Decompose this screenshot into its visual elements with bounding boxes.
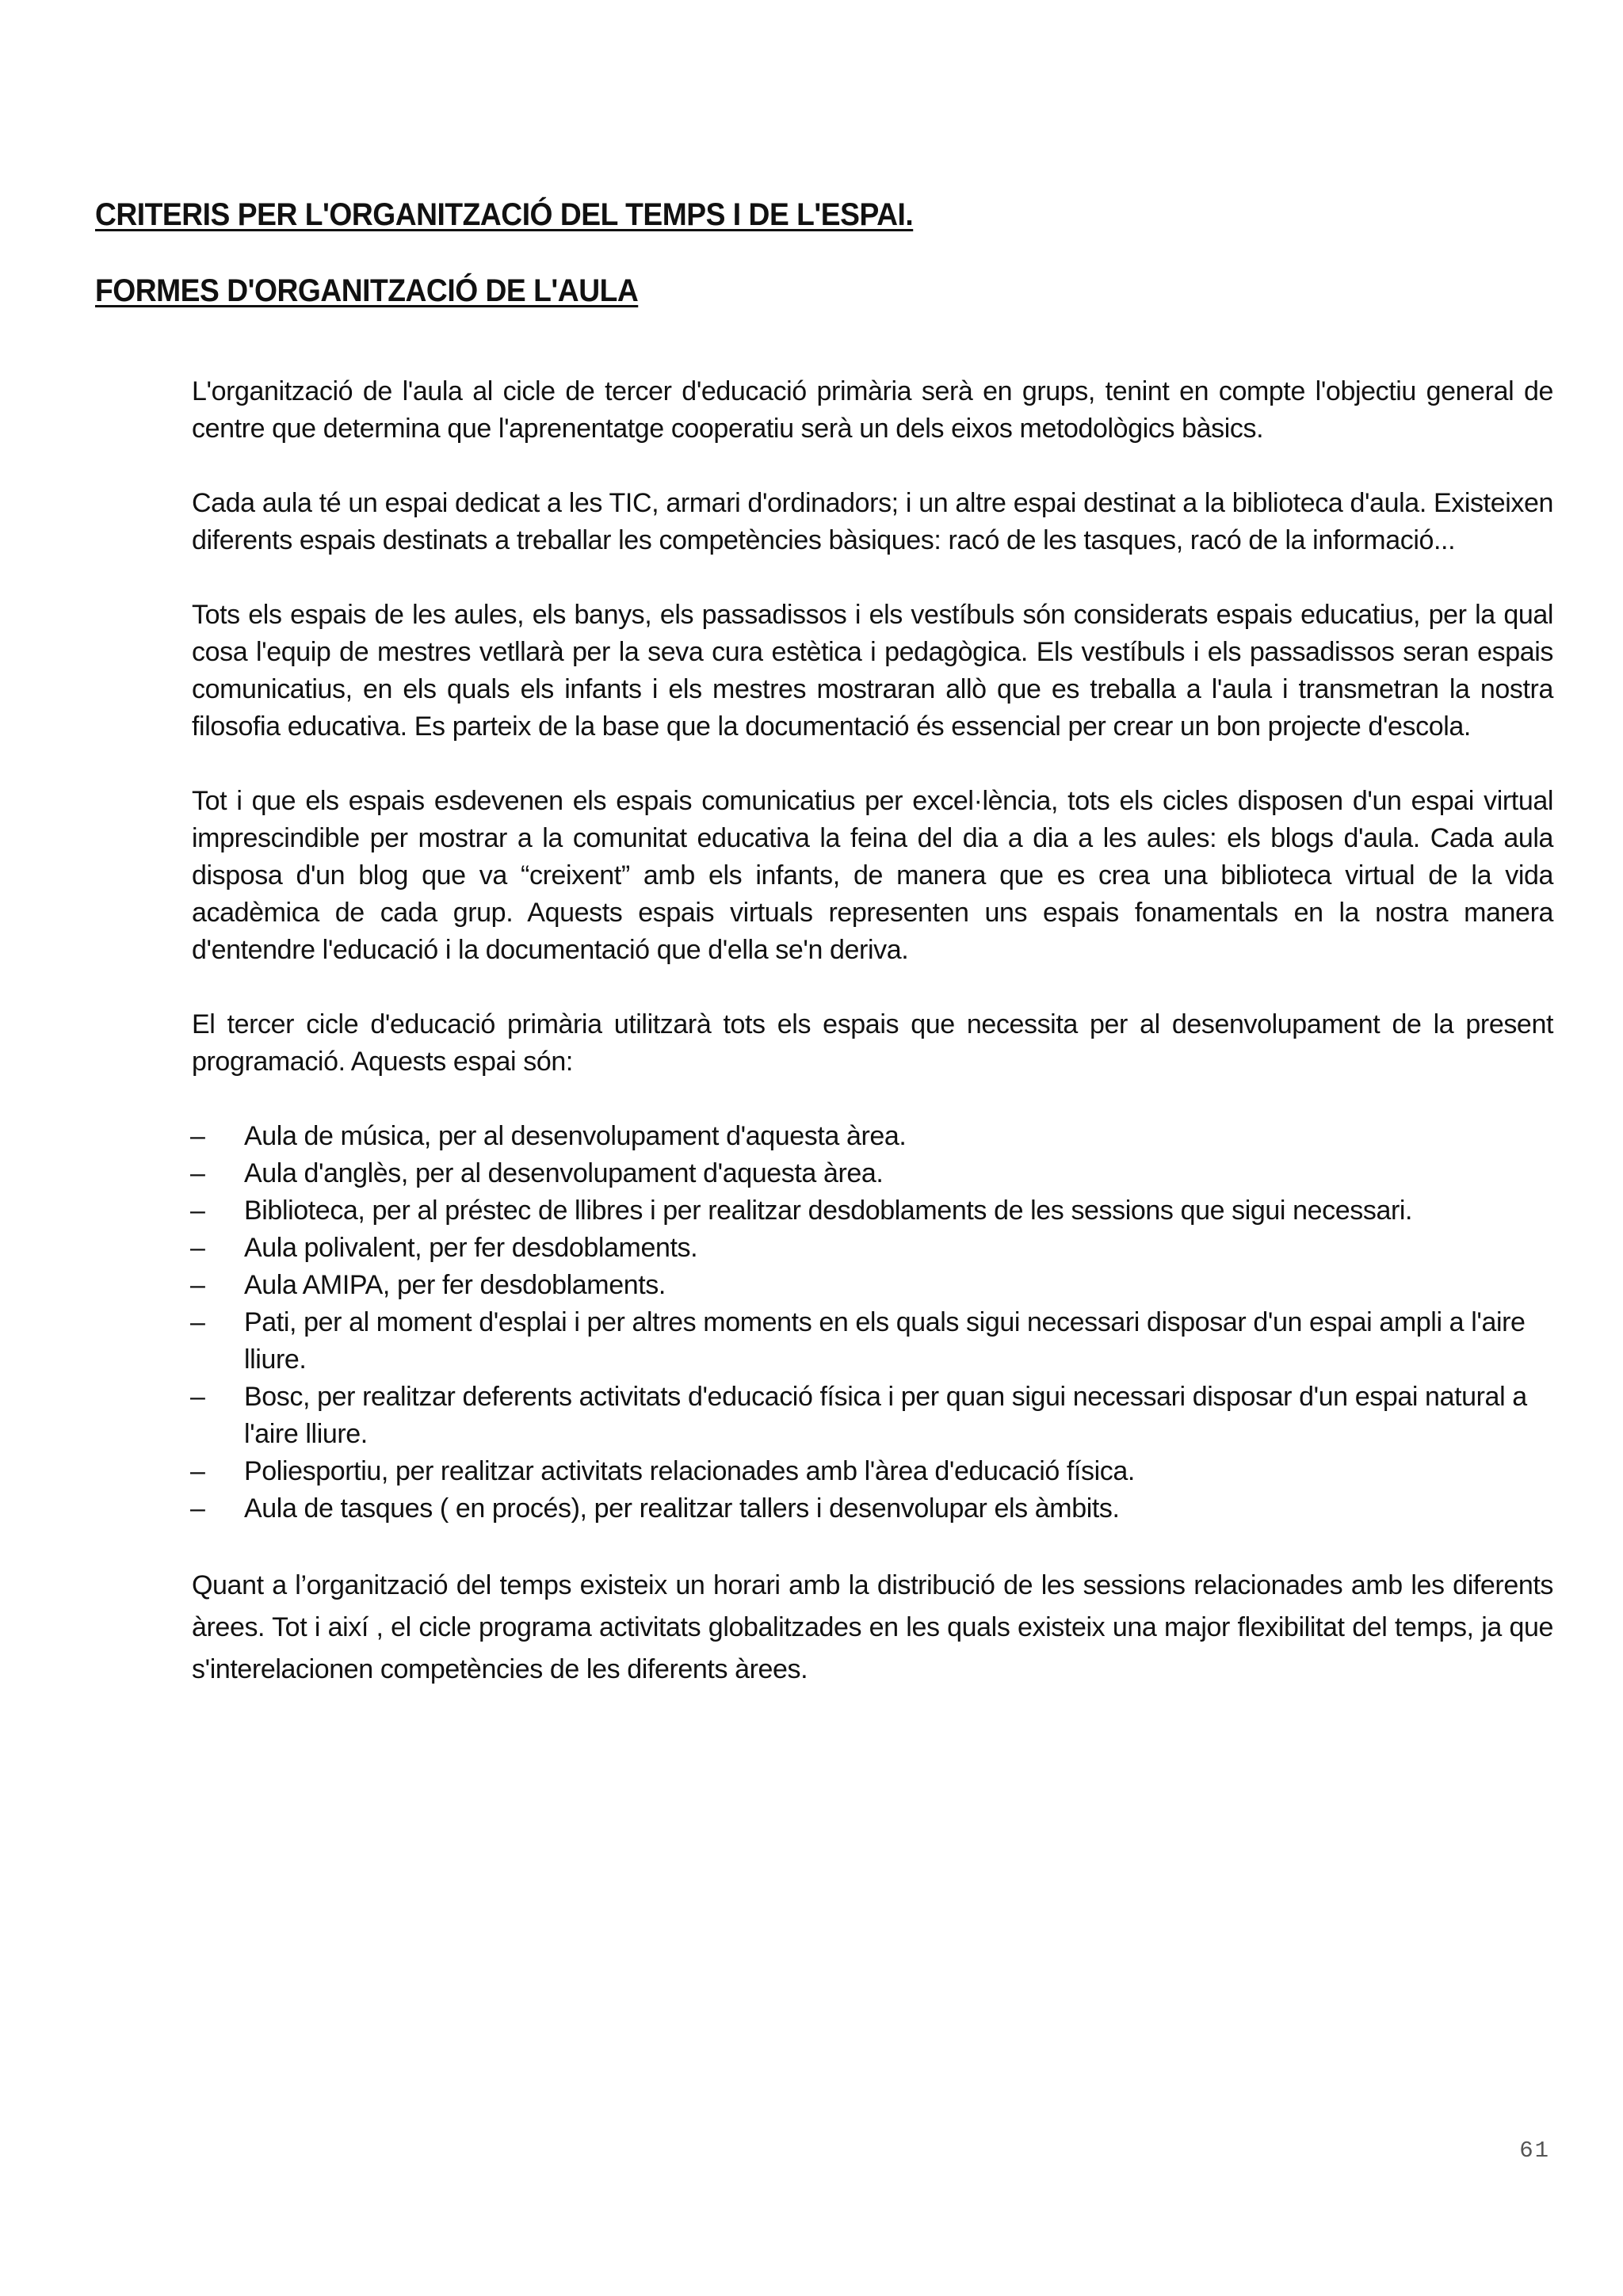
list-item (192, 1453, 1553, 1490)
paragraph-blogs: Tot i que els espais esdevenen els espais comunicatius per excel·lència, tots els cicles disposen d'un espai virtual imprescindible per mostrar a la comunitat educativa la feina del dia a dia a les aules: els blogs d'aula. Cada aula disposa d'un blog que va “creixent” amb els infants, de manera que es crea una biblioteca virtual de la vida acadèmica de cada grup. Aquests espais virtuals representen uns espais fonamentals en la nostra manera d'entendre l'educació i la documentació que d'ella se'n deriva. (192, 786, 1553, 965)
list-item-text: Poliesportiu, per realitzar activitats relacionades amb l'àrea d'educació física. (244, 1456, 1135, 1486)
list-item-text: Biblioteca, per al préstec de llibres i per realitzar desdoblaments de les sessions que sigui necessari. (244, 1196, 1413, 1226)
paragraph-temps: Quant a l’organització del temps existeix un horari amb la distribució de les sessions relacionades amb les diferents àrees. Tot i així , el cicle programa activitats globalitzades en les quals existeix una major flexibilitat del temps, ja que s'interelacionen competències de les diferents àrees. (192, 1570, 1553, 1684)
list-item-text: Aula d'anglès, per al desenvolupament d'aquesta àrea. (244, 1158, 884, 1188)
list-item-text: Aula AMIPA, per fer desdoblaments. (244, 1270, 666, 1300)
list-item (192, 1490, 1553, 1527)
list-item (192, 1230, 1553, 1267)
paragraph-tic: Cada aula té un espai dedicat a les TIC, armari d'ordinadors; i un altre espai destinat a la biblioteca d'aula. Existeixen diferents espais destinats a treballar les competències bàsiques: racó de les tasques, racó de la informació... (192, 488, 1553, 555)
list-item (192, 1155, 1553, 1192)
list-item-text: Pati, per al moment d'esplai i per altres moments en els quals sigui necessari disposar d'un espai ampli a l'aire lliure. (244, 1307, 1526, 1375)
list-item (192, 1379, 1553, 1453)
dash-bullet: – (190, 1270, 205, 1300)
list-item-text: Bosc, per realitzar deferents activitats d'educació física i per quan sigui necessari disposar d'un espai natural a l'aire lliure. (244, 1382, 1527, 1449)
page-number: 61 (1519, 2138, 1550, 2164)
list-item (192, 1192, 1553, 1230)
list-item (192, 1267, 1553, 1304)
list-item-text: Aula de tasques ( en procés), per realitzar tallers i desenvolupar els àmbits. (244, 1493, 1120, 1524)
dash-bullet: – (190, 1307, 205, 1337)
list-item (192, 1304, 1553, 1379)
list-item-text: Aula de música, per al desenvolupament d'aquesta àrea. (244, 1121, 907, 1151)
main-heading: CRITERIS PER L'ORGANITZACIÓ DEL TEMPS I DE L'ESPAI. (95, 197, 914, 232)
body-text (192, 373, 1553, 1728)
dash-bullet: – (190, 1382, 205, 1412)
sub-heading: FORMES D'ORGANITZACIÓ DE L'AULA (95, 273, 639, 308)
paragraph-espais-educatius: Tots els espais de les aules, els banys, els passadissos i els vestíbuls són considerats espais educatius, per la qual cosa l'equip de mestres vetllarà per la seva cura estètica i pedagògica. Els vestíbuls i els passadissos seran espais comunicatius, en els quals els infants i els mestres mostraran allò que es treballa a l'aula i transmetran la nostra filosofia educativa. Es parteix de la base que la documentació és essencial per crear un bon projecte d'escola. (192, 600, 1553, 742)
dash-bullet: – (190, 1121, 205, 1151)
spaces-list (192, 1118, 1553, 1527)
list-item (192, 1118, 1553, 1155)
paragraph-espais-intro: El tercer cicle d'educació primària utilitzarà tots els espais que necessita per al desenvolupament de la present programació. Aquests espai són: (192, 1009, 1553, 1077)
dash-bullet: – (190, 1158, 205, 1188)
paragraph-organitzacio: L'organització de l'aula al cicle de tercer d'educació primària serà en grups, tenint en compte l'objectiu general de centre que determina que l'aprenentatge cooperatiu serà un dels eixos metodològics bàsics. (192, 376, 1553, 444)
dash-bullet: – (190, 1233, 205, 1263)
dash-bullet: – (190, 1456, 205, 1486)
dash-bullet: – (190, 1493, 205, 1524)
dash-bullet: – (190, 1196, 205, 1226)
list-item-text: Aula polivalent, per fer desdoblaments. (244, 1233, 698, 1263)
